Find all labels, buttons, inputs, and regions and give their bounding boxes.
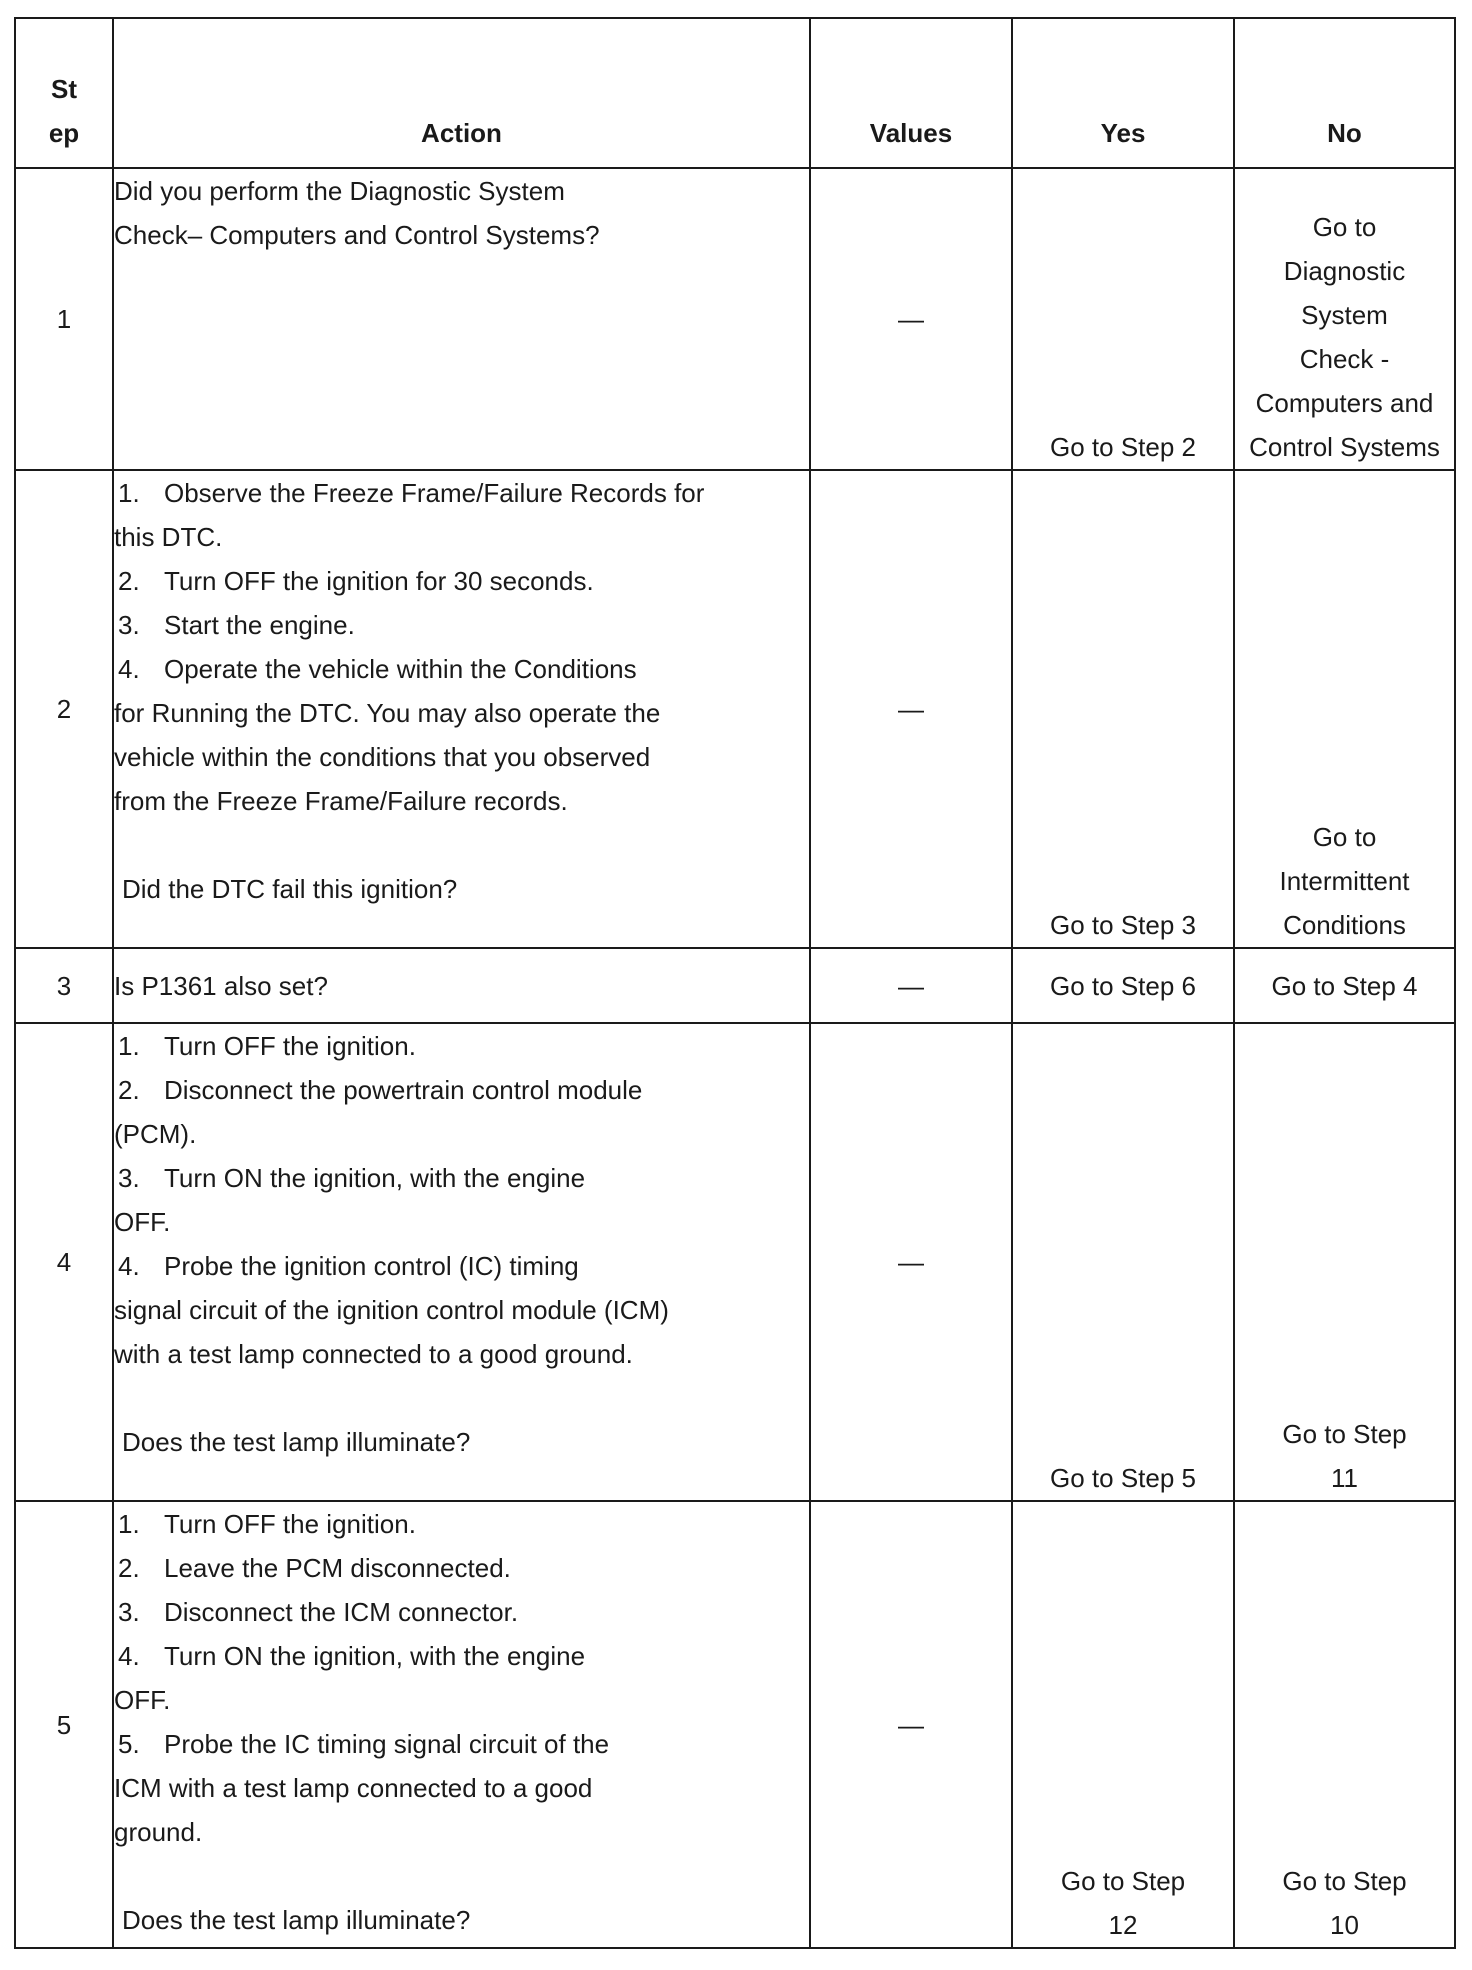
item-text: Operate the vehicle within the Conditions xyxy=(164,654,637,684)
item-text: Turn ON the ignition, with the engine xyxy=(164,1641,586,1671)
action-line: Is P1361 also set? xyxy=(114,970,328,1001)
item-text: Probe the IC timing signal circuit of the xyxy=(164,1729,610,1759)
item-text: for Running the DTC. You may also operate the xyxy=(114,698,661,728)
item-text: Turn OFF the ignition. xyxy=(164,1031,416,1061)
step-number: 2 xyxy=(15,470,113,948)
yes-link[interactable]: Go to Step 5 xyxy=(1050,1463,1196,1493)
item-text: with a test lamp connected to a good ground. xyxy=(114,1339,633,1369)
item-text: Turn OFF the ignition for 30 seconds. xyxy=(164,566,594,596)
header-step-line: St xyxy=(51,74,77,104)
no-link[interactable]: Go to Step 4 xyxy=(1271,970,1418,1001)
item-number: 2. xyxy=(118,1075,140,1105)
action-item xyxy=(114,1502,809,1546)
step-number: 4 xyxy=(15,1023,113,1501)
yes-cell xyxy=(1012,948,1234,1023)
item-text: ground. xyxy=(114,1817,203,1847)
item-number: 3. xyxy=(118,1597,140,1627)
action-item xyxy=(114,1068,809,1112)
action-item xyxy=(114,1590,809,1634)
item-text: Leave the PCM disconnected. xyxy=(164,1553,511,1583)
table-row xyxy=(15,470,1455,948)
no-link[interactable]: 11 xyxy=(1331,1463,1358,1493)
no-link[interactable]: Go to Step xyxy=(1282,1419,1407,1449)
action-line: Check– Computers and Control Systems? xyxy=(114,220,600,250)
values-cell: — xyxy=(810,168,1012,470)
yes-cell xyxy=(1012,168,1234,470)
no-cell xyxy=(1234,470,1455,948)
no-link[interactable]: Computers and xyxy=(1255,388,1434,418)
yes-link[interactable]: Go to Step 6 xyxy=(1050,970,1196,1001)
values-cell: — xyxy=(810,1023,1012,1501)
item-number: 4. xyxy=(118,1641,140,1671)
action-item xyxy=(114,603,809,647)
yes-link[interactable]: Go to Step 3 xyxy=(1050,910,1196,940)
no-link[interactable]: Go to xyxy=(1312,822,1377,852)
action-item xyxy=(114,1546,809,1590)
values-cell: — xyxy=(810,470,1012,948)
spacer xyxy=(114,823,809,867)
table-row xyxy=(15,948,1455,1023)
item-text: Disconnect the powertrain control module xyxy=(164,1075,643,1105)
action-question: Did the DTC fail this ignition? xyxy=(122,874,458,904)
item-text: OFF. xyxy=(114,1685,171,1715)
yes-cell xyxy=(1012,470,1234,948)
item-number: 3. xyxy=(118,1163,140,1193)
no-link[interactable]: Intermittent xyxy=(1279,866,1410,896)
action-item xyxy=(114,471,809,515)
item-number: 2. xyxy=(118,1553,140,1583)
item-number: 5. xyxy=(118,1729,140,1759)
item-text: this DTC. xyxy=(114,522,223,552)
action-item xyxy=(114,1722,809,1766)
step-number: 3 xyxy=(15,948,113,1023)
header-step-line: ep xyxy=(48,118,80,148)
header-no: No xyxy=(1234,18,1455,168)
yes-cell xyxy=(1012,1501,1234,1948)
yes-link[interactable]: Go to Step xyxy=(1060,1866,1186,1896)
no-cell xyxy=(1234,1023,1455,1501)
step-number: 5 xyxy=(15,1501,113,1948)
no-link[interactable]: Go to Step xyxy=(1282,1866,1407,1896)
item-number: 1. xyxy=(118,1509,140,1539)
action-item xyxy=(114,1634,809,1678)
header-step xyxy=(15,18,113,168)
yes-cell xyxy=(1012,1023,1234,1501)
diagnostic-table-page xyxy=(14,17,1454,1947)
action-cell xyxy=(113,470,810,948)
yes-link[interactable]: 12 xyxy=(1108,1910,1138,1940)
action-item xyxy=(114,1156,809,1200)
values-cell: — xyxy=(810,948,1012,1023)
no-link[interactable]: Diagnostic xyxy=(1283,256,1406,286)
item-number: 3. xyxy=(118,610,140,640)
action-item xyxy=(114,1244,809,1288)
no-link[interactable]: System xyxy=(1301,300,1388,330)
item-text: Turn ON the ignition, with the engine xyxy=(164,1163,586,1193)
no-link[interactable]: Conditions xyxy=(1283,910,1406,940)
table-row xyxy=(15,1501,1455,1948)
no-link[interactable]: Check - xyxy=(1299,344,1390,374)
no-cell xyxy=(1234,948,1455,1023)
no-link[interactable]: Control Systems xyxy=(1249,432,1440,462)
action-line: Did you perform the Diagnostic System xyxy=(114,176,565,206)
values-cell: — xyxy=(810,1501,1012,1948)
item-number: 2. xyxy=(118,566,140,596)
header-values: Values xyxy=(810,18,1012,168)
item-text: (PCM). xyxy=(114,1119,197,1149)
spacer xyxy=(114,1854,809,1898)
action-item xyxy=(114,647,809,691)
diagnostic-table xyxy=(14,17,1456,1949)
item-text: vehicle within the conditions that you observed xyxy=(114,742,651,772)
action-cell xyxy=(113,1501,810,1948)
item-text: Disconnect the ICM connector. xyxy=(164,1597,519,1627)
action-cell xyxy=(113,168,810,470)
item-number: 1. xyxy=(118,478,140,508)
item-text: Turn OFF the ignition. xyxy=(164,1509,416,1539)
no-cell xyxy=(1234,1501,1455,1948)
spacer xyxy=(114,1376,809,1420)
item-text: OFF. xyxy=(114,1207,171,1237)
action-cell xyxy=(113,948,810,1023)
item-text: Observe the Freeze Frame/Failure Records for xyxy=(164,478,705,508)
table-row xyxy=(15,1023,1455,1501)
table-header-row xyxy=(15,18,1455,168)
action-question: Does the test lamp illuminate? xyxy=(122,1427,471,1457)
item-text: Start the engine. xyxy=(164,610,355,640)
item-text: ICM with a test lamp connected to a good xyxy=(114,1773,593,1803)
no-cell xyxy=(1234,168,1455,470)
action-item xyxy=(114,1024,809,1068)
no-link[interactable]: Go to xyxy=(1312,212,1377,242)
header-action: Action xyxy=(113,18,810,168)
header-yes: Yes xyxy=(1012,18,1234,168)
table-row xyxy=(15,168,1455,470)
action-cell xyxy=(113,1023,810,1501)
yes-link[interactable]: Go to Step 2 xyxy=(1050,432,1196,462)
item-number: 4. xyxy=(118,654,140,684)
item-text: signal circuit of the ignition control module (ICM) xyxy=(114,1295,669,1325)
step-number: 1 xyxy=(15,168,113,470)
action-item xyxy=(114,559,809,603)
action-question: Does the test lamp illuminate? xyxy=(122,1905,471,1935)
item-number: 1. xyxy=(118,1031,140,1061)
item-number: 4. xyxy=(118,1251,140,1281)
no-link[interactable]: 10 xyxy=(1330,1910,1359,1940)
item-text: from the Freeze Frame/Failure records. xyxy=(114,786,568,816)
item-text: Probe the ignition control (IC) timing xyxy=(164,1251,579,1281)
